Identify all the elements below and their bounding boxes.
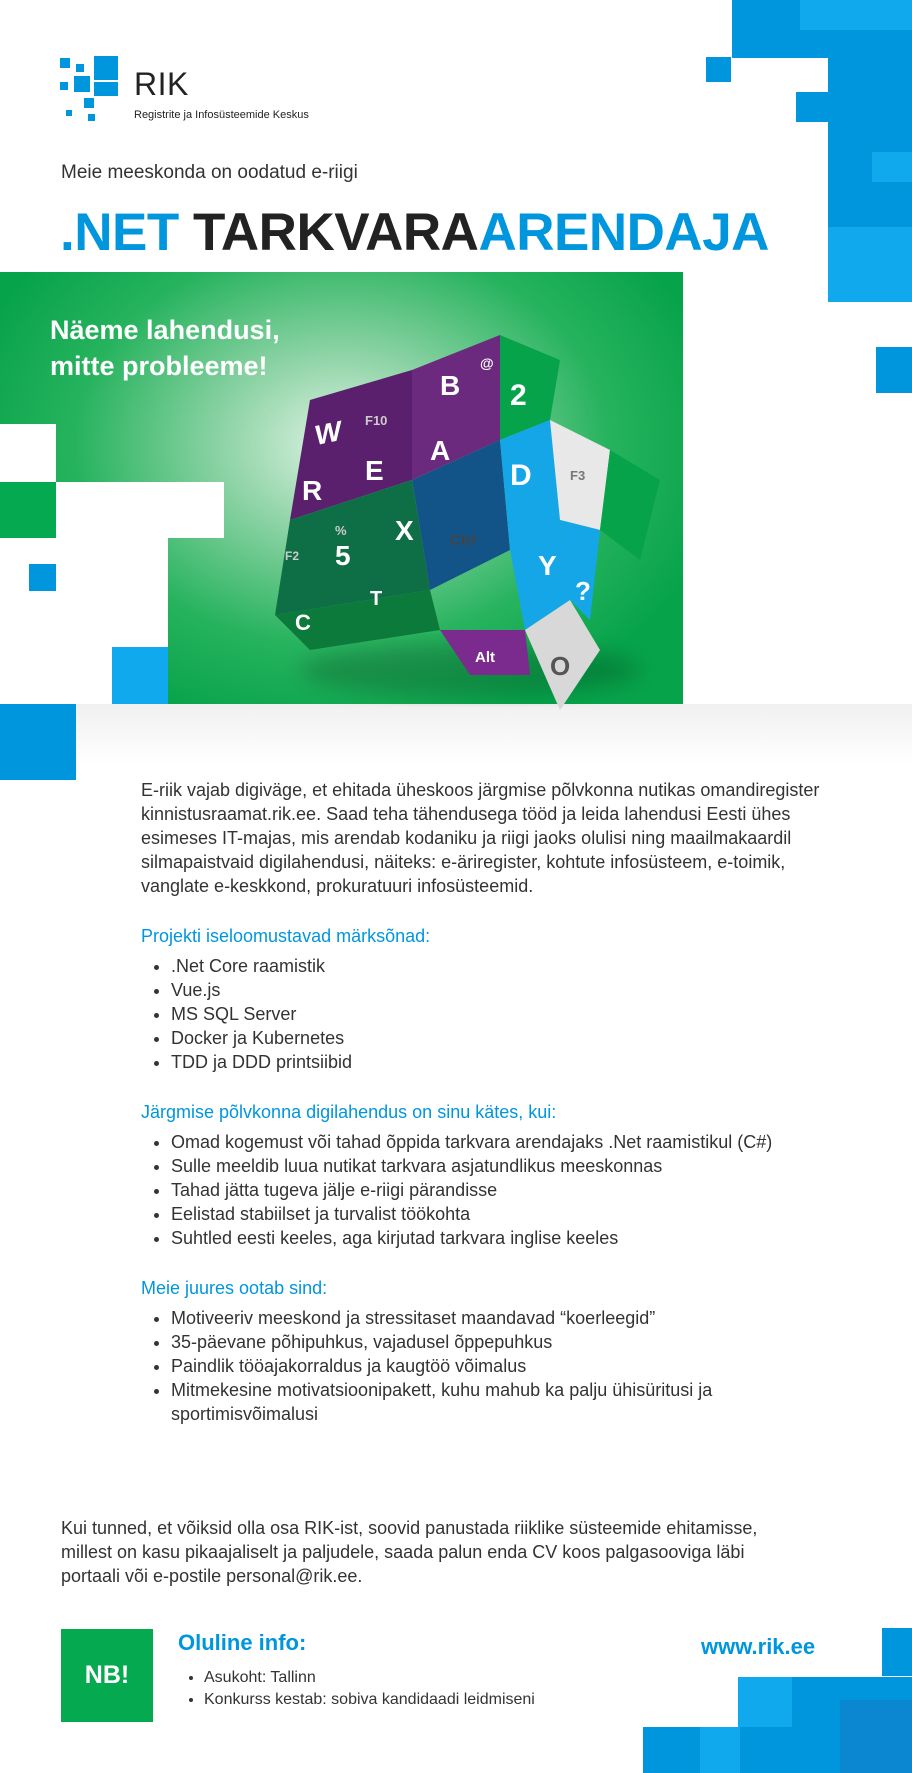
cube-key-f2: F2 — [285, 549, 300, 563]
cube-key-f10: F10 — [365, 413, 388, 428]
cube-key-at: @ — [480, 355, 494, 371]
cube-key-r: R — [302, 475, 323, 506]
cube-key-x: X — [395, 515, 414, 546]
info-item-deadline: • Konkurss kestab: sobiva kandidaadi leidmiseni — [204, 1689, 535, 1711]
logo-name: RIK — [134, 66, 189, 102]
list-item: • 35-päevane põhipuhkus, vajadusel õppepuhkus — [171, 1330, 841, 1354]
list-item: • Vue.js — [171, 978, 841, 1002]
section-title-keywords: Projekti iseloomustavad märksõnad: — [141, 926, 431, 946]
requirements-list — [141, 1130, 841, 1250]
section-title-requirements: Järgmise põlvkonna digilahendus on sinu kätes, kui: — [141, 1102, 557, 1122]
hero-slogan-line2: mitte probleeme! — [50, 351, 268, 381]
cube-key-question: ? — [575, 576, 591, 606]
hero-slogan — [50, 312, 280, 384]
cube-key-o: O — [550, 651, 571, 681]
rik-logo-mark-icon — [60, 56, 126, 122]
list-item: • Mitmekesine motivatsioonipakett, kuhu mahub ka palju ühisüritusi ja sportimisvõimalusi — [171, 1378, 841, 1426]
closing-paragraph: Kui tunned, et võiksid olla osa RIK-ist, soovid panustada riiklike süsteemide ehitamisse, millest on kasu pikaajaliselt ja paljudele, saada palun enda CV koos palgasooviga läbi portaali või e-postile personal@rik.ee. — [61, 1518, 758, 1586]
section-title-benefits: Meie juures ootab sind: — [141, 1278, 328, 1298]
list-item: • Sulle meeldib luua nutikat tarkvara asjatundlikus meeskonnas — [171, 1154, 841, 1178]
website-link[interactable]: www.rik.ee — [701, 1634, 816, 1659]
list-item: • Paindlik tööajakorraldus ja kaugtöö võimalus — [171, 1354, 841, 1378]
headline-tarkvara: TARKVARA — [192, 203, 479, 262]
list-item: • MS SQL Server — [171, 1002, 841, 1026]
headline-arendaja: ARENDAJA — [478, 203, 769, 262]
cube-key-f3: F3 — [570, 468, 586, 483]
cube-key-e: E — [365, 455, 384, 486]
hero-slogan-line1: Näeme lahendusi, — [50, 315, 280, 345]
cube-key-a: A — [430, 435, 451, 466]
logo-subtitle: Registrite ja Infosüsteemide Keskus — [134, 109, 309, 121]
intro-text: Meie meeskonda on oodatud e-riigi — [61, 162, 358, 183]
cube-key-5: 5 — [335, 540, 351, 571]
intro-paragraph: E-riik vajab digiväge, et ehitada üheskoos järgmise põlvkonna nutikas omandiregister kinnistusraamat.rik.ee. Saad teha tähendusega tööd ja leida lahendusi Eesti ühes esimeses IT-majas, mis arendab kodaniku ja riigi jaoks olulisi ning maailmakaardil silmapaistvaid digilahendusi, näiteks: e-äriregister, kohtute infosüsteem, e-toimik, vanglate e-keskkond, prokuratuuri infosüsteemid. — [141, 780, 820, 896]
list-item: • Tahad jätta tugeva jälje e-riigi pärandisse — [171, 1178, 841, 1202]
cube-key-c: C — [295, 610, 311, 635]
cube-key-2: 2 — [510, 379, 527, 412]
cube-key-b: B — [440, 370, 461, 401]
rik-logo — [60, 56, 360, 126]
list-item: • Suhtled eesti keeles, aga kirjutad tarkvara inglise keeles — [171, 1226, 841, 1250]
list-item: • Docker ja Kubernetes — [171, 1026, 841, 1050]
cube-key-ctrl: Ctrl — [450, 532, 476, 549]
headline-net: .NET — [60, 203, 193, 262]
job-description — [141, 778, 841, 1426]
keyboard-cube-illustration — [270, 330, 670, 720]
page-title — [60, 202, 769, 263]
cube-key-alt: Alt — [475, 649, 495, 666]
list-item: • Omad kogemust või tahad õppida tarkvara arendajaks .Net raamistikul (C#) — [171, 1130, 841, 1154]
cube-key-y: Y — [538, 550, 557, 581]
nb-badge: NB! — [61, 1629, 153, 1722]
cube-key-d: D — [510, 459, 532, 492]
list-item: • Eelistad stabiilset ja turvalist töökohta — [171, 1202, 841, 1226]
keywords-list — [141, 954, 841, 1074]
info-title: Oluline info: — [178, 1630, 307, 1655]
list-item: • .Net Core raamistik — [171, 954, 841, 978]
benefits-list — [141, 1306, 841, 1426]
cube-key-percent: % — [335, 523, 347, 538]
info-item-location: • Asukoht: Tallinn — [204, 1667, 535, 1689]
cube-key-w: W — [315, 414, 342, 452]
info-list — [180, 1667, 535, 1711]
list-item: • TDD ja DDD printsiibid — [171, 1050, 841, 1074]
list-item: • Motiveeriv meeskond ja stressitaset maandavad “koerleegid” — [171, 1306, 841, 1330]
cube-key-t: T — [370, 588, 383, 610]
